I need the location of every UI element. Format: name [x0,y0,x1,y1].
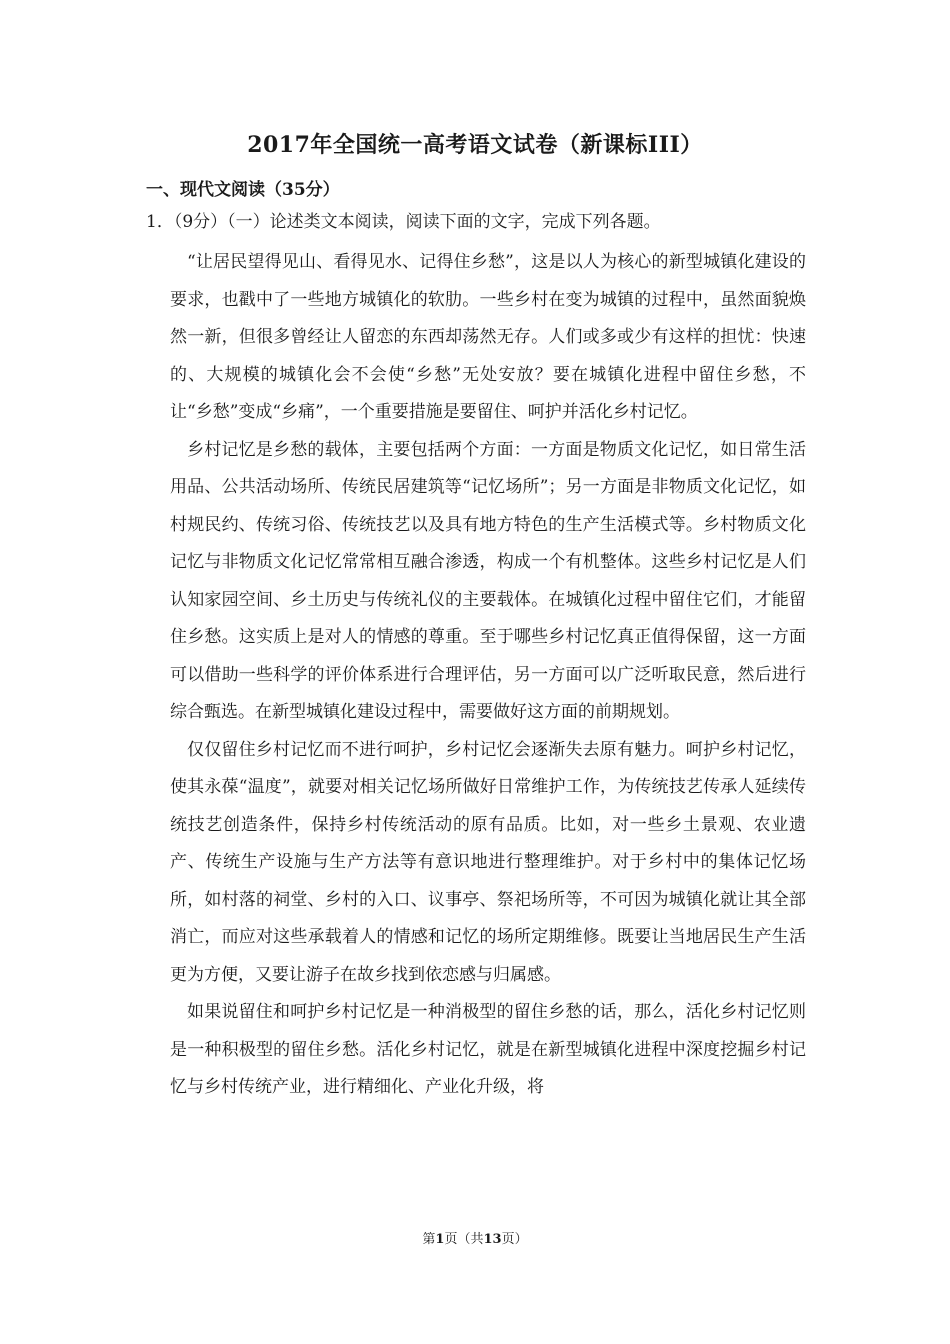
section-heading: 一、现代文阅读（35分） [146,180,340,200]
passage-paragraph-1: “让居民望得见山、看得见水、记得住乡愁”，这是以人为核心的新型城镇化建设的要求，也戳中了一些地方城镇化的软肋。一些乡村在变为城镇的过程中，虽然面貌焕然一新，但很多曾经让人留恋的东西却荡然无存。人们或多或少有这样的担忧：快速的、大规模的城镇化会不会使“乡愁”无处安放？要在城镇化进程中留住乡愁，不让“乡愁”变成“乡痛”，一个重要措施是要留住、呵护并活化乡村记忆。 [170,252,806,422]
footer-total-pages: 13 [483,1232,502,1247]
footer-page-number: 1 [435,1232,445,1247]
reading-passage [170,244,806,1107]
passage-paragraph-2: 乡村记忆是乡愁的载体，主要包括两个方面：一方面是物质文化记忆，如日常生活用品、公共活动场所、传统民居建筑等“记忆场所”；另一方面是非物质文化记忆，如村规民约、传统习俗、传统技艺以及具有地方特色的生产生活模式等。乡村物质文化记忆与非物质文化记忆常常相互融合渗透，构成一个有机整体。这些乡村记忆是人们认知家园空间、乡土历史与传统礼仪的主要载体。在城镇化过程中留住它们，才能留住乡愁。这实质上是对人的情感的尊重。至于哪些乡村记忆真正值得保留，这一方面可以借助一些科学的评价体系进行合理评估，另一方面可以广泛听取民意，然后进行综合甄选。在新型城镇化建设过程中，需要做好这方面的前期规划。 [170,439,806,722]
passage-paragraph-4: 如果说留住和呵护乡村记忆是一种消极型的留住乡愁的话，那么，活化乡村记忆则是一种积极型的留住乡愁。活化乡村记忆，就是在新型城镇化进程中深度挖掘乡村记忆与乡村传统产业，进行精细化、产业化升级，将 [170,1002,806,1097]
passage-paragraph-3: 仅仅留住乡村记忆而不进行呵护，乡村记忆会逐渐失去原有魅力。呵护乡村记忆，使其永葆“温度”，就要对相关记忆场所做好日常维护工作，为传统技艺传承人延续传统技艺创造条件，保持乡村传统活动的原有品质。比如，对一些乡土景观、农业遗产、传统生产设施与生产方法等有意识地进行整理维护。对于乡村中的集体记忆场所，如村落的祠堂、乡村的入口、议事亭、祭祀场所等，不可因为城镇化就让其全部消亡，而应对这些承载着人的情感和记忆的场所定期维修。既要让当地居民生产生活更为方便，又要让游子在故乡找到依恋感与归属感。 [170,739,806,985]
question-line: 1．（9分）（一）论述类文本阅读，阅读下面的文字，完成下列各题。 [146,212,661,232]
page-title: 2017年全国统一高考语文试卷（新课标III） [247,132,703,158]
footer-middle: 页（共 [444,1232,484,1247]
footer-prefix: 第 [422,1232,436,1247]
page-footer [0,1228,950,1247]
footer-suffix: 页） [501,1232,528,1247]
